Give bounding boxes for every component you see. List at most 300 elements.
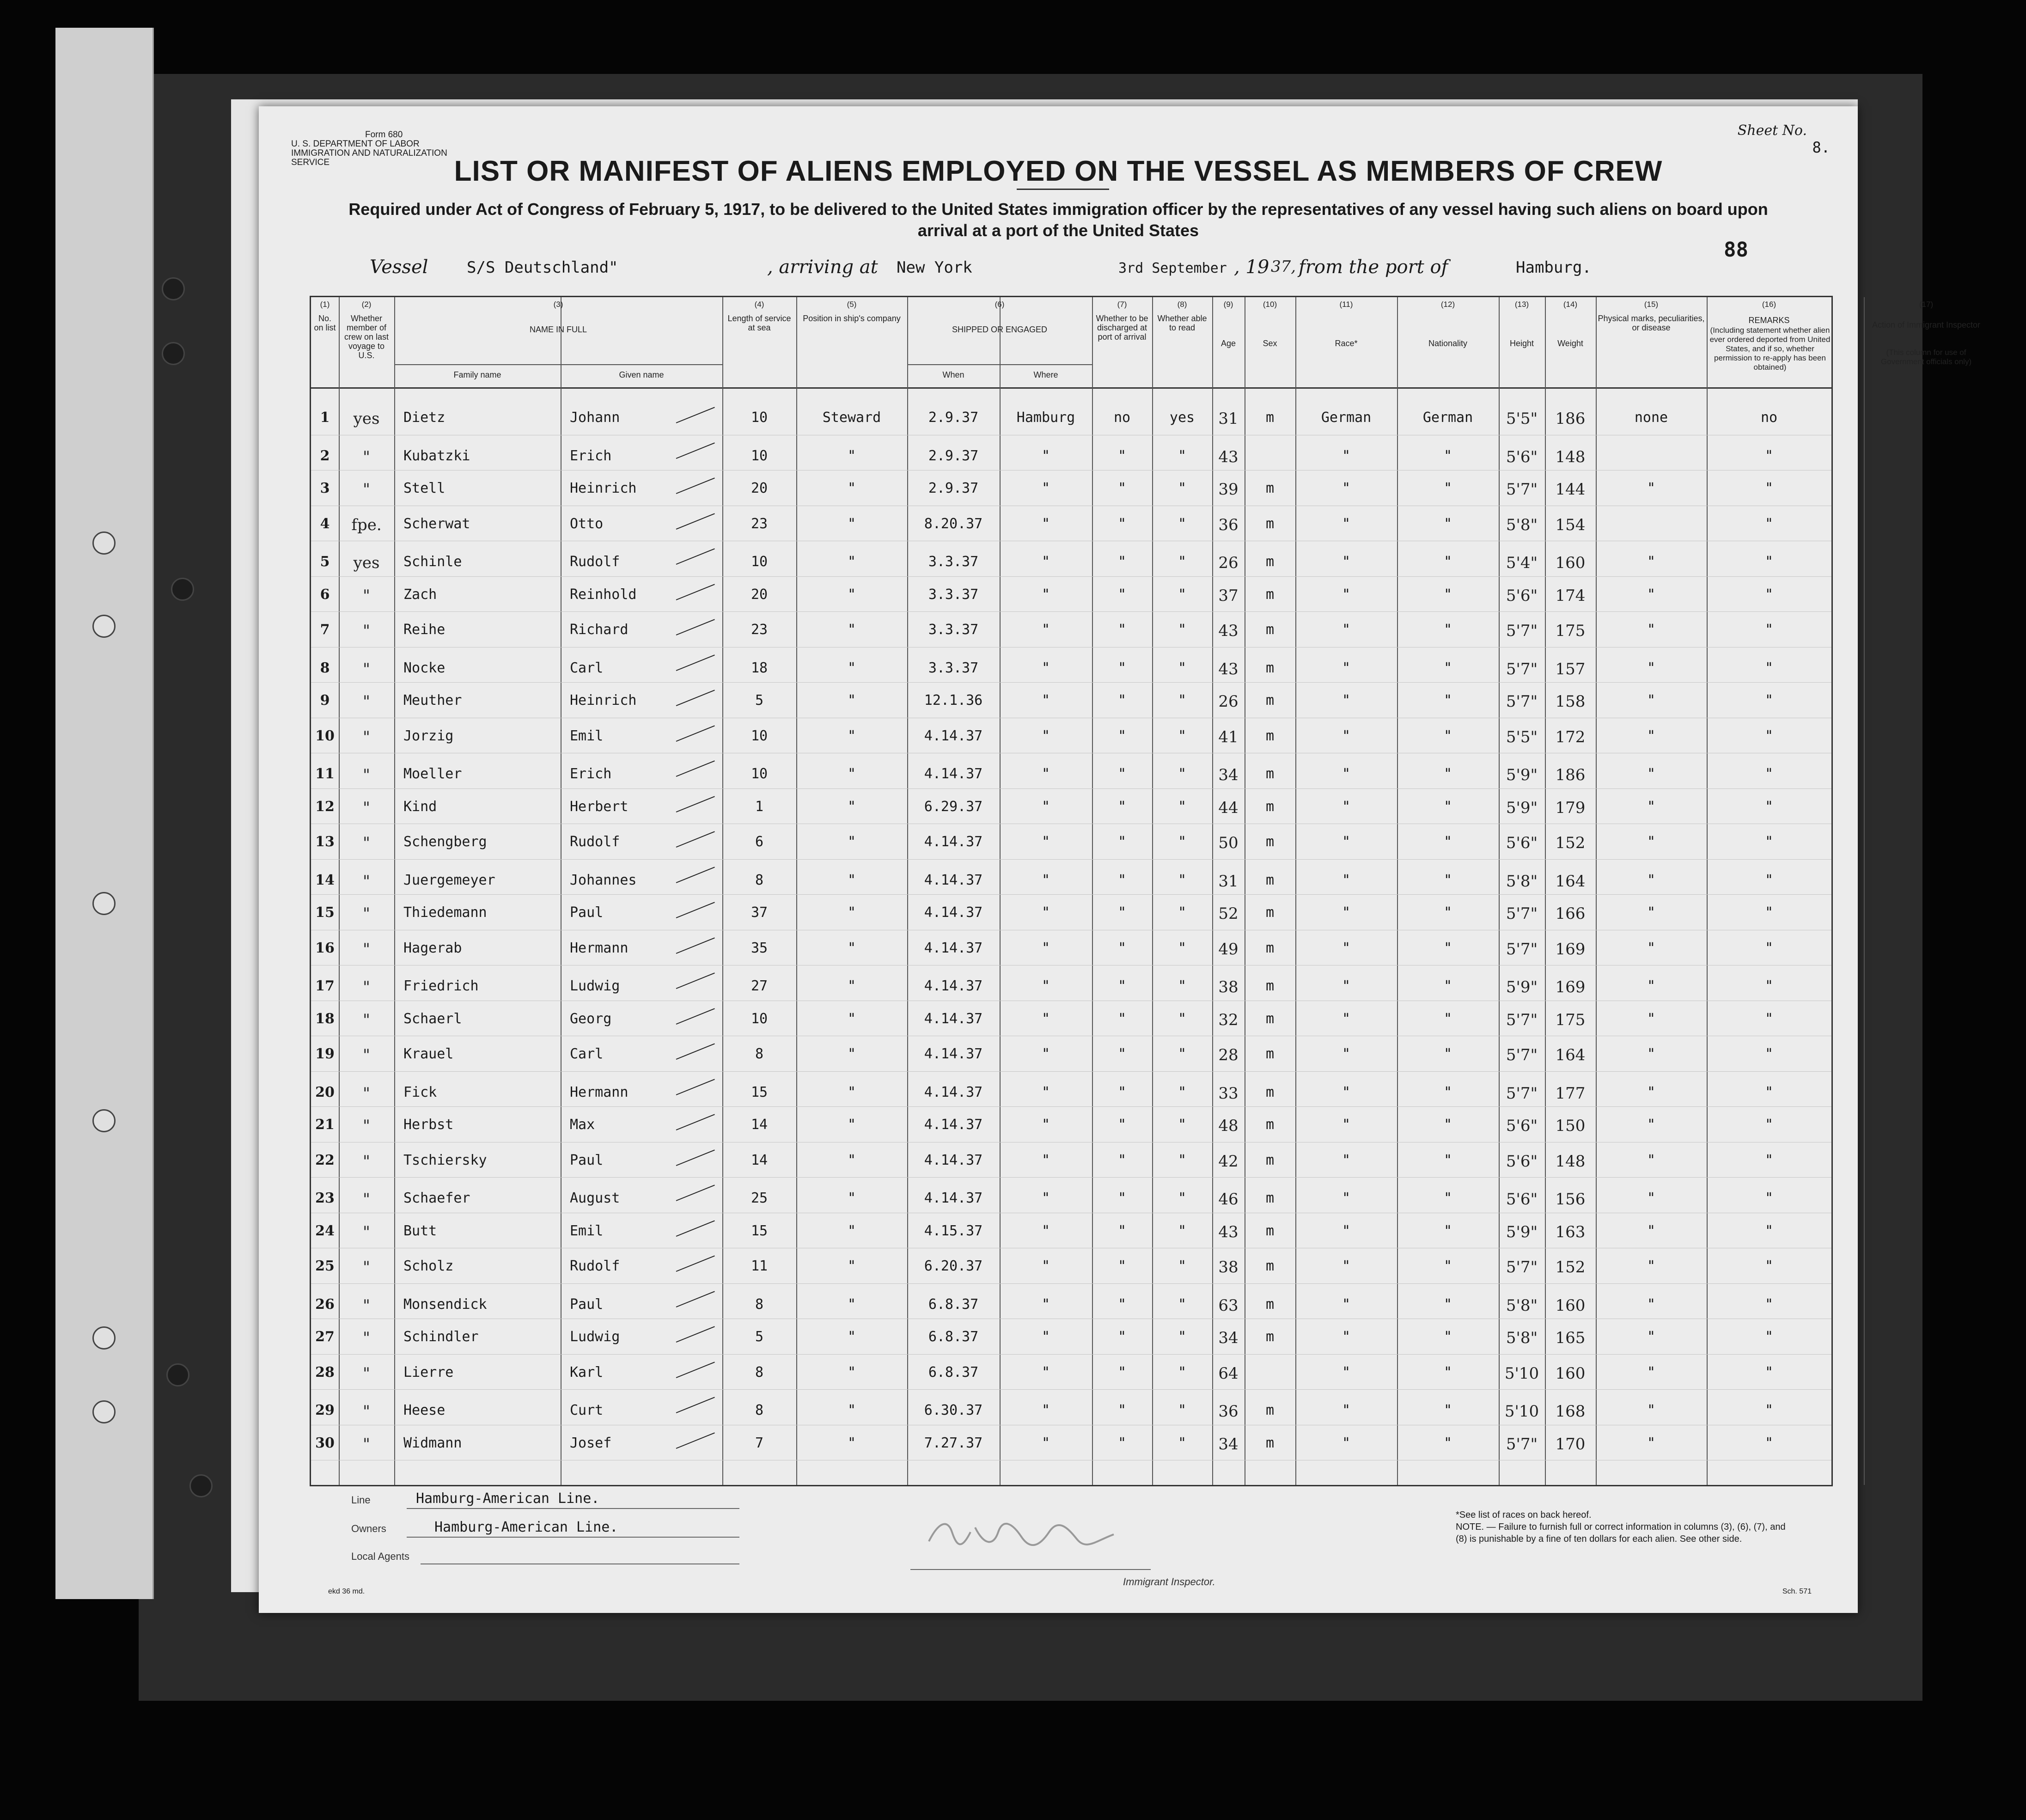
cell-sex: m [1265, 622, 1275, 638]
cell-when: 6.8.37 [928, 1296, 979, 1313]
cell-race: " [1342, 727, 1351, 744]
fine-note: NOTE. — Failure to furnish full or correct information in columns (3), (6), (7), and (8) is punishable by a fine of ten dollars for each alien. See other side. [1456, 1522, 1786, 1544]
cell-given: Max [570, 1117, 595, 1133]
cell-weight: 158 [1555, 692, 1586, 711]
cell-family: Fick [403, 1084, 437, 1100]
cell-read: " [1178, 1046, 1187, 1062]
cell-nationality: " [1443, 1222, 1452, 1239]
cell-no: 1 [320, 409, 330, 426]
cell-race: " [1342, 586, 1351, 603]
cell-remarks: " [1764, 872, 1774, 888]
cell-no: 20 [315, 1084, 335, 1100]
cell-marks: " [1647, 940, 1656, 956]
cell-height: 5'8" [1506, 1329, 1538, 1347]
cell-race: " [1342, 1364, 1351, 1380]
cell-sex: m [1265, 409, 1275, 426]
cell-family: Jorzig [403, 727, 454, 744]
cell-read: " [1178, 978, 1187, 994]
cell-position: " [847, 622, 856, 638]
cell-family: Heese [403, 1402, 445, 1418]
cell-where: " [1041, 978, 1050, 994]
cell-race: " [1342, 834, 1351, 850]
cell-position: " [847, 480, 856, 496]
line-rule [407, 1508, 739, 1509]
cell-no: 4 [320, 515, 330, 532]
cell-remarks: " [1764, 1117, 1774, 1133]
cell-race: " [1342, 1084, 1351, 1100]
cell-family: Schengberg [403, 834, 487, 850]
form-department: U. S. DEPARTMENT OF LABOR [291, 139, 420, 149]
cell-age: 49 [1218, 940, 1239, 959]
vessel-label: Vessel [370, 257, 428, 278]
cell-no: 13 [315, 834, 335, 850]
cell-when: 2.9.37 [928, 447, 979, 464]
column-header: SHIPPED OR ENGAGED [952, 325, 1048, 334]
cell-service: 6 [755, 834, 764, 850]
cell-nationality: " [1443, 1190, 1452, 1206]
cell-where: " [1041, 1117, 1050, 1133]
cell-nationality: " [1443, 692, 1452, 708]
cell-service: 23 [751, 515, 768, 532]
cell-family: Kind [403, 798, 437, 815]
title-rule [1017, 189, 1109, 190]
cell-no: 27 [315, 1329, 335, 1345]
cell-height: 5'7" [1506, 1084, 1538, 1103]
cell-marks: " [1647, 727, 1656, 744]
cell-sex: m [1265, 1010, 1275, 1027]
cell-race: German [1321, 409, 1372, 426]
cell-age: 46 [1218, 1190, 1239, 1209]
cell-given: Johann [570, 409, 620, 426]
cell-race: " [1342, 480, 1351, 496]
form-number: Form 680 [365, 130, 403, 140]
cell-service: 8 [755, 1402, 764, 1418]
cell-sex: m [1265, 940, 1275, 956]
cell-service: 14 [751, 1152, 768, 1168]
cell-no: 17 [315, 978, 335, 994]
cell-family: Juergemeyer [403, 872, 495, 888]
owners-value: Hamburg-American Line. [434, 1519, 618, 1535]
cell-discharged: " [1117, 554, 1127, 570]
cell-family: Krauel [403, 1046, 454, 1062]
cell-family: Thiedemann [403, 904, 487, 921]
cell-position: " [847, 554, 856, 570]
cell-weight: 152 [1555, 834, 1586, 852]
binder-hole [189, 1474, 213, 1497]
page-subtitle: Required under Act of Congress of February 5, 1917, to be delivered to the United States immigration officer by the representatives of any vessel having such aliens on board upon arrival at a port of the United States [348, 200, 1768, 240]
cell-last: " [363, 978, 370, 996]
cell-age: 34 [1218, 1329, 1239, 1347]
cell-read: " [1178, 904, 1187, 921]
cell-nationality: " [1443, 554, 1452, 570]
union-label: ekd 36 md. [328, 1588, 365, 1595]
cell-remarks: no [1760, 409, 1778, 426]
cell-height: 5'7" [1506, 904, 1538, 923]
cell-height: 5'8" [1506, 1296, 1538, 1315]
cell-sex: m [1265, 1117, 1275, 1133]
cell-when: 4.14.37 [924, 940, 983, 956]
cell-family: Moeller [403, 766, 462, 782]
column-header: Action of Immigrant Inspector [1872, 320, 1981, 330]
cell-position: " [847, 798, 856, 815]
cell-no: 7 [320, 622, 330, 638]
line-value: Hamburg-American Line. [416, 1490, 600, 1507]
subheader-rule [394, 364, 722, 365]
column-subheader: Where [1033, 370, 1058, 379]
cell-marks: " [1647, 622, 1656, 638]
agents-rule [421, 1563, 739, 1564]
footer-notes [1456, 1509, 1788, 1545]
arrival-year: 37, [1271, 257, 1296, 276]
cell-sex: m [1265, 727, 1275, 744]
cell-marks: " [1647, 1010, 1656, 1027]
cell-marks: " [1647, 872, 1656, 888]
cell-family: Lierre [403, 1364, 454, 1380]
inspector-signature [920, 1514, 1123, 1555]
cell-when: 2.9.37 [928, 480, 979, 496]
cell-no: 8 [320, 660, 330, 676]
cell-read: " [1178, 480, 1187, 496]
cell-sex: m [1265, 1402, 1275, 1418]
cell-position: " [847, 1084, 856, 1100]
cell-weight: 186 [1555, 409, 1586, 428]
page-number: 88 [1724, 238, 1748, 262]
cell-family: Herbst [403, 1117, 454, 1133]
cell-discharged: " [1117, 480, 1127, 496]
binder-hole [166, 1363, 189, 1386]
departure-port: Hamburg. [1516, 258, 1592, 277]
cell-service: 5 [755, 692, 764, 708]
cell-weight: 175 [1555, 1010, 1586, 1029]
cell-where: " [1041, 586, 1050, 603]
row-rule [311, 1106, 1831, 1107]
cell-service: 18 [751, 660, 768, 676]
cell-when: 8.20.37 [924, 515, 983, 532]
cell-given: Carl [570, 660, 604, 676]
cell-where: " [1041, 1152, 1050, 1168]
cell-nationality: " [1443, 586, 1452, 603]
cell-weight: 177 [1555, 1084, 1586, 1103]
cell-service: 10 [751, 447, 768, 464]
column-header: Length of service at sea [727, 314, 791, 332]
cell-discharged: " [1117, 1258, 1127, 1274]
cell-marks: " [1647, 1329, 1656, 1345]
cell-where: " [1041, 766, 1050, 782]
cell-age: 31 [1218, 409, 1239, 428]
cell-given: Ludwig [570, 1329, 620, 1345]
cell-no: 23 [315, 1190, 335, 1206]
cell-family: Friedrich [403, 978, 479, 994]
cell-race: " [1342, 766, 1351, 782]
cell-when: 4.14.37 [924, 766, 983, 782]
cell-nationality: " [1443, 1084, 1452, 1100]
cell-where: " [1041, 834, 1050, 850]
cell-no: 25 [315, 1258, 335, 1274]
column-number: (4) [754, 300, 764, 309]
column-number: (2) [361, 300, 372, 309]
cell-no: 2 [320, 447, 330, 464]
cell-sex: m [1265, 692, 1275, 708]
column-number: (5) [847, 300, 857, 309]
cell-no: 11 [315, 766, 335, 782]
cell-sex: m [1265, 515, 1275, 532]
cell-age: 26 [1218, 692, 1239, 711]
cell-where: " [1041, 1010, 1050, 1027]
cell-when: 4.14.37 [924, 1010, 983, 1027]
cell-nationality: " [1443, 727, 1452, 744]
from-port-label: from the port of [1299, 257, 1448, 278]
cell-position: " [847, 872, 856, 888]
cell-race: " [1342, 1190, 1351, 1206]
cell-weight: 179 [1555, 798, 1586, 817]
cell-race: " [1342, 660, 1351, 676]
cell-age: 34 [1218, 1435, 1239, 1454]
cell-last: " [363, 480, 370, 499]
cell-nationality: " [1443, 1117, 1452, 1133]
cell-nationality: " [1443, 622, 1452, 638]
cell-marks: " [1647, 586, 1656, 603]
row-rule [311, 682, 1831, 683]
cell-family: Meuther [403, 692, 462, 708]
column-divider [1864, 297, 1865, 1485]
column-number: (13) [1514, 300, 1529, 309]
cell-weight: 168 [1555, 1402, 1586, 1421]
cell-remarks: " [1764, 798, 1774, 815]
column-header: Position in ship's company [803, 314, 901, 323]
cell-race: " [1342, 1402, 1351, 1418]
cell-position: " [847, 766, 856, 782]
cell-race: " [1342, 1046, 1351, 1062]
cell-last: " [363, 1222, 370, 1241]
cell-weight: 175 [1555, 622, 1586, 640]
binder-hole [92, 615, 116, 638]
column-header: Sex [1263, 339, 1277, 348]
cell-where: " [1041, 622, 1050, 638]
cell-family: Scholz [403, 1258, 454, 1274]
manifest-sheet [259, 106, 1981, 1613]
cell-position: Steward [822, 409, 881, 426]
cell-position: " [847, 1435, 856, 1451]
cell-discharged: " [1117, 1117, 1127, 1133]
cell-read: " [1178, 1329, 1187, 1345]
cell-remarks: " [1764, 1190, 1774, 1206]
cell-last: " [363, 1084, 370, 1103]
cell-service: 23 [751, 622, 768, 638]
cell-given: Hermann [570, 1084, 629, 1100]
cell-nationality: " [1443, 1435, 1452, 1451]
cell-last: " [363, 1190, 370, 1209]
cell-weight: 148 [1555, 447, 1586, 466]
cell-remarks: " [1764, 1258, 1774, 1274]
cell-remarks: " [1764, 622, 1774, 638]
cell-where: " [1041, 660, 1050, 676]
cell-given: Emil [570, 1222, 604, 1239]
column-number: (6) [995, 300, 1005, 309]
cell-height: 5'7" [1506, 692, 1538, 711]
cell-where: " [1041, 1435, 1050, 1451]
row-rule [311, 1389, 1831, 1390]
cell-height: 5'6" [1506, 1117, 1538, 1135]
cell-weight: 160 [1555, 1296, 1586, 1315]
cell-remarks: " [1764, 1435, 1774, 1451]
cell-nationality: " [1443, 1296, 1452, 1313]
cell-when: 4.14.37 [924, 727, 983, 744]
cell-marks: " [1647, 554, 1656, 570]
cell-service: 11 [751, 1258, 768, 1274]
cell-marks: " [1647, 1402, 1656, 1418]
cell-last: " [363, 872, 370, 891]
cell-discharged: " [1117, 1190, 1127, 1206]
race-note: *See list of races on back hereof. [1456, 1510, 1592, 1520]
cell-age: 34 [1218, 766, 1239, 784]
cell-position: " [847, 1010, 856, 1027]
cell-no: 10 [315, 727, 335, 744]
column-number: (1) [320, 300, 330, 309]
cell-nationality: " [1443, 834, 1452, 850]
cell-given: Johannes [570, 872, 637, 888]
cell-where: " [1041, 904, 1050, 921]
cell-read: " [1178, 766, 1187, 782]
column-number: (14) [1563, 300, 1578, 309]
cell-when: 2.9.37 [928, 409, 979, 426]
cell-service: 15 [751, 1084, 768, 1100]
cell-age: 36 [1218, 1402, 1239, 1421]
cell-when: 7.27.37 [924, 1435, 983, 1451]
cell-height: 5'5" [1506, 409, 1538, 428]
cell-family: Zach [403, 586, 437, 603]
cell-marks: " [1647, 1435, 1656, 1451]
cell-when: 3.3.37 [928, 660, 979, 676]
cell-last: " [363, 1296, 370, 1315]
sheet-number-label: Sheet No. [1737, 122, 1807, 139]
cell-service: 8 [755, 1046, 764, 1062]
row-rule [311, 1354, 1831, 1355]
column-subheader: When [942, 370, 964, 379]
cell-read: " [1178, 727, 1187, 744]
cell-where: " [1041, 1046, 1050, 1062]
cell-when: 4.14.37 [924, 1152, 983, 1168]
column-header: Age [1220, 339, 1236, 348]
cell-weight: 164 [1555, 872, 1586, 891]
cell-position: " [847, 692, 856, 708]
cell-sex: m [1265, 480, 1275, 496]
column-header: No. on list [314, 314, 336, 332]
cell-height: 5'6" [1506, 1190, 1538, 1209]
vessel-name: S/S Deutschland" [467, 258, 618, 277]
cell-age: 41 [1218, 727, 1239, 746]
cell-given: Rudolf [570, 1258, 620, 1274]
column-number: (17) [1919, 300, 1934, 309]
cell-service: 5 [755, 1329, 764, 1345]
column-number: (8) [1177, 300, 1187, 309]
cell-no: 6 [320, 586, 330, 603]
cell-when: 6.20.37 [924, 1258, 983, 1274]
cell-service: 8 [755, 1364, 764, 1380]
cell-discharged: " [1117, 622, 1127, 638]
cell-when: 6.29.37 [924, 798, 983, 815]
cell-family: Schinle [403, 554, 462, 570]
cell-service: 1 [755, 798, 764, 815]
cell-height: 5'7" [1506, 1046, 1538, 1064]
cell-read: " [1178, 586, 1187, 603]
binder-edge [55, 28, 154, 1599]
cell-service: 25 [751, 1190, 768, 1206]
cell-read: " [1178, 622, 1187, 638]
cell-given: Herbert [570, 798, 629, 815]
cell-sex: m [1265, 834, 1275, 850]
cell-race: " [1342, 978, 1351, 994]
cell-service: 10 [751, 554, 768, 570]
cell-no: 24 [315, 1222, 335, 1239]
cell-discharged: " [1117, 904, 1127, 921]
column-number: (11) [1339, 300, 1353, 309]
cell-when: 4.14.37 [924, 1046, 983, 1062]
cell-height: 5'8" [1506, 515, 1538, 534]
column-header: Whether member of crew on last voyage to U.S. [344, 314, 389, 360]
cell-no: 18 [315, 1010, 335, 1027]
cell-height: 5'5" [1506, 727, 1538, 746]
cell-last: " [363, 766, 370, 784]
cell-last: " [363, 1329, 370, 1347]
cell-when: 6.8.37 [928, 1329, 979, 1345]
cell-nationality: " [1443, 1010, 1452, 1027]
cell-read: " [1178, 1435, 1187, 1451]
cell-age: 63 [1218, 1296, 1239, 1315]
column-header: NAME IN FULL [529, 325, 587, 334]
cell-when: 4.14.37 [924, 872, 983, 888]
cell-nationality: " [1443, 904, 1452, 921]
cell-discharged: " [1117, 1435, 1127, 1451]
cell-given: Emil [570, 727, 604, 744]
cell-race: " [1342, 904, 1351, 921]
cell-no: 3 [320, 480, 330, 496]
cell-race: " [1342, 872, 1351, 888]
cell-no: 30 [315, 1435, 335, 1451]
cell-race: " [1342, 622, 1351, 638]
cell-sex: m [1265, 1152, 1275, 1168]
cell-where: " [1041, 940, 1050, 956]
cell-when: 4.14.37 [924, 834, 983, 850]
cell-sex: m [1265, 1296, 1275, 1313]
column-number: (12) [1440, 300, 1455, 309]
cell-position: " [847, 660, 856, 676]
column-number: (3) [553, 300, 563, 309]
cell-nationality: " [1443, 1402, 1452, 1418]
cell-family: Scherwat [403, 515, 470, 532]
cell-sex: m [1265, 1190, 1275, 1206]
cell-no: 9 [320, 692, 330, 708]
cell-no: 22 [315, 1152, 335, 1168]
cell-height: 5'8" [1506, 872, 1538, 891]
cell-when: 3.3.37 [928, 586, 979, 603]
cell-when: 4.15.37 [924, 1222, 983, 1239]
cell-family: Reihe [403, 622, 445, 638]
cell-weight: 144 [1555, 480, 1586, 499]
cell-race: " [1342, 1010, 1351, 1027]
cell-marks: " [1647, 1258, 1656, 1274]
schedule-number: Sch. 571 [1782, 1588, 1812, 1595]
cell-discharged: " [1117, 798, 1127, 815]
cell-position: " [847, 1152, 856, 1168]
cell-given: Karl [570, 1364, 604, 1380]
cell-height: 5'7" [1506, 1258, 1538, 1276]
binder-hole [92, 1400, 116, 1423]
cell-service: 37 [751, 904, 768, 921]
cell-service: 10 [751, 727, 768, 744]
cell-marks: " [1647, 904, 1656, 921]
row-rule [311, 1071, 1831, 1072]
cell-last: " [363, 660, 370, 678]
